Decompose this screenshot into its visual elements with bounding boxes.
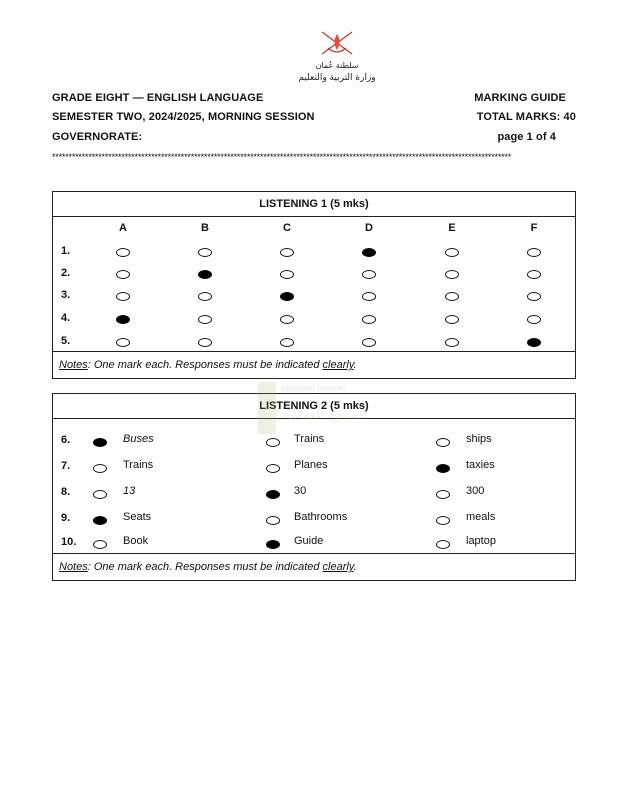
header-total-marks: TOTAL MARKS: 40	[476, 111, 576, 123]
answer-bubble[interactable]	[198, 248, 212, 257]
header-grade: GRADE EIGHT — ENGLISH LANGUAGE	[52, 92, 264, 104]
answer-bubble[interactable]	[266, 464, 280, 473]
option-label: Trains	[123, 459, 154, 471]
answer-bubble-filled[interactable]	[93, 516, 107, 525]
answer-bubble[interactable]	[116, 338, 130, 347]
answer-bubble[interactable]	[527, 270, 541, 279]
listening1-col-header: F	[530, 222, 538, 234]
notes-emphasis: clearly	[322, 561, 354, 573]
answer-bubble-filled[interactable]	[266, 490, 280, 499]
notes-text: : One mark each. Responses must be indicated	[87, 359, 323, 371]
answer-bubble[interactable]	[266, 516, 280, 525]
listening1-col-header: B	[201, 222, 209, 234]
answer-bubble[interactable]	[445, 248, 459, 257]
watermark-url: almanahj.com/om	[282, 384, 346, 393]
answer-bubble[interactable]	[198, 292, 212, 301]
option-label: 30	[294, 485, 307, 497]
answer-bubble[interactable]	[198, 315, 212, 324]
answer-bubble[interactable]	[362, 338, 376, 347]
option-label: taxies	[466, 459, 495, 471]
answer-bubble[interactable]	[280, 338, 294, 347]
answer-bubble[interactable]	[445, 292, 459, 301]
option-label: 300	[466, 485, 485, 497]
answer-bubble[interactable]	[362, 315, 376, 324]
answer-bubble[interactable]	[93, 464, 107, 473]
notes-end: .	[353, 561, 357, 573]
answer-bubble[interactable]	[266, 438, 280, 447]
notes-label: Notes	[59, 359, 88, 371]
listening1-notes	[53, 351, 575, 378]
answer-bubble[interactable]	[436, 490, 450, 499]
answer-bubble-filled[interactable]	[362, 248, 376, 257]
answer-bubble[interactable]	[527, 292, 541, 301]
listening1-title: LISTENING 1 (5 mks)	[53, 192, 575, 217]
answer-bubble[interactable]	[93, 490, 107, 499]
header-marking-guide: MARKING GUIDE	[474, 92, 566, 104]
option-label: Bathrooms	[294, 511, 348, 523]
answer-bubble-filled[interactable]	[116, 315, 130, 324]
listening1-row-number: 3.	[61, 289, 71, 301]
answer-bubble-filled[interactable]	[198, 270, 212, 279]
listening2-row-number: 9.	[61, 512, 71, 524]
option-label: Buses	[123, 433, 154, 445]
listening2-row-number: 6.	[61, 434, 71, 446]
answer-bubble[interactable]	[116, 248, 130, 257]
answer-bubble[interactable]	[436, 516, 450, 525]
option-label: Trains	[294, 433, 325, 445]
listening1-box	[52, 191, 576, 379]
listening2-title: LISTENING 2 (5 mks)	[53, 394, 575, 419]
answer-bubble[interactable]	[445, 270, 459, 279]
header-semester: SEMESTER TWO, 2024/2025, MORNING SESSION	[52, 111, 315, 123]
answer-bubble[interactable]	[527, 315, 541, 324]
listening1-row-number: 2.	[61, 267, 71, 279]
answer-bubble[interactable]	[445, 338, 459, 347]
listening2-notes	[53, 553, 575, 580]
answer-bubble[interactable]	[280, 315, 294, 324]
option-label: Seats	[123, 511, 152, 523]
answer-bubble-filled[interactable]	[527, 338, 541, 347]
emblem-text-line1: سلطنة عُمان	[315, 61, 359, 70]
listening2-row-number: 10.	[61, 536, 77, 548]
option-label: laptop	[466, 535, 496, 547]
separator-line: *******************************************************************************************************************************************	[52, 153, 512, 162]
notes-emphasis: clearly	[322, 359, 354, 371]
listening1-col-header: E	[448, 222, 456, 234]
option-label: meals	[466, 511, 496, 523]
answer-bubble[interactable]	[362, 292, 376, 301]
listening1-row-number: 5.	[61, 335, 71, 347]
answer-bubble[interactable]	[116, 292, 130, 301]
listening1-col-header: C	[283, 222, 291, 234]
answer-bubble-filled[interactable]	[436, 464, 450, 473]
header-governorate: GOVERNORATE:	[52, 131, 143, 143]
answer-bubble[interactable]	[436, 540, 450, 549]
listening1-col-header: D	[365, 222, 373, 234]
listening1-row-number: 1.	[61, 245, 71, 257]
answer-bubble[interactable]	[280, 248, 294, 257]
answer-bubble[interactable]	[362, 270, 376, 279]
notes-label: Notes	[59, 561, 88, 573]
answer-bubble[interactable]	[198, 338, 212, 347]
answer-bubble-filled[interactable]	[93, 438, 107, 447]
option-label: Guide	[294, 535, 324, 547]
answer-bubble[interactable]	[116, 270, 130, 279]
notes-text: : One mark each. Responses must be indicated	[87, 561, 323, 573]
answer-bubble[interactable]	[280, 270, 294, 279]
option-label: 13	[123, 485, 136, 497]
answer-bubble[interactable]	[436, 438, 450, 447]
option-label: ships	[466, 433, 492, 445]
header-page-number: page 1 of 4	[497, 131, 556, 143]
answer-bubble[interactable]	[93, 540, 107, 549]
answer-bubble[interactable]	[527, 248, 541, 257]
answer-bubble-filled[interactable]	[266, 540, 280, 549]
option-label: Planes	[294, 459, 328, 471]
emblem-text-line2: وزارة التربية والتعليم	[298, 73, 376, 83]
listening1-row-number: 4.	[61, 312, 71, 324]
notes-end: .	[353, 359, 357, 371]
answer-bubble[interactable]	[445, 315, 459, 324]
listening1-col-header: A	[119, 222, 127, 234]
listening2-box	[52, 393, 576, 581]
ministry-emblem	[292, 28, 382, 84]
listening2-row-number: 8.	[61, 486, 71, 498]
option-label: Book	[123, 535, 149, 547]
listening2-row-number: 7.	[61, 460, 71, 472]
answer-bubble-filled[interactable]	[280, 292, 294, 301]
